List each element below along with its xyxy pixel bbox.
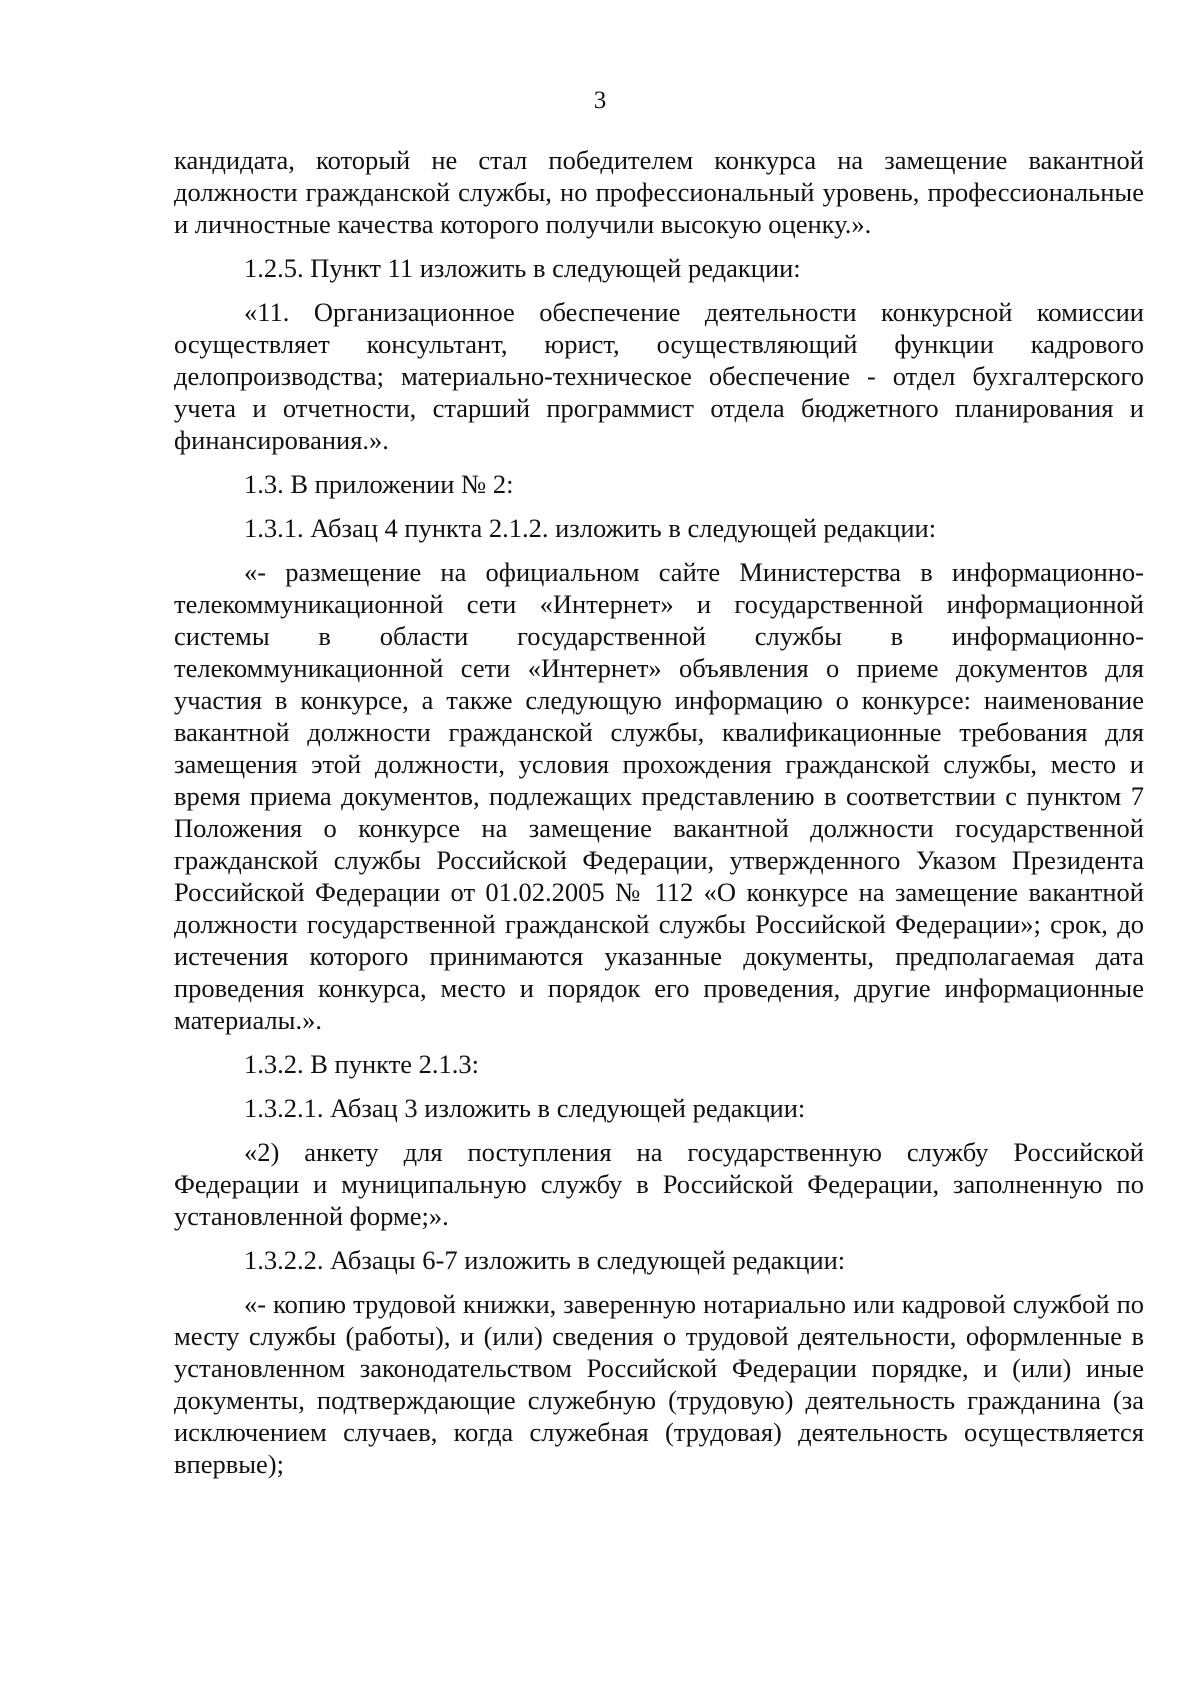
paragraph-1-3-2-2: 1.3.2.2. Абзацы 6-7 изложить в следующей редакции: [244, 1245, 846, 1275]
paragraph-item-11: «11. Организационное обеспечение деятельности конкурсной комиссии осуществляет консультант, юрист, осуществляющий функции кадрового делопроизводства; материально-техническое обеспечение - отдел бухгалтерского учета и отчетности, старший программист отдела бюджетного планирования и финансирования.». [174, 297, 1144, 455]
document-body [174, 144, 1144, 1492]
paragraph-1-2-5: 1.2.5. Пункт 11 изложить в следующей редакции: [244, 253, 801, 283]
page-number: 3 [593, 87, 607, 114]
paragraph-1-3: 1.3. В приложении № 2: [244, 469, 514, 499]
paragraph-continuation: кандидата, который не стал победителем конкурса на замещение вакантной должности гражданской службы, но профессиональный уровень, профессиональные и личностные качества которого получили высокую оценку.». [174, 145, 1144, 239]
paragraph-1-3-2-1: 1.3.2.1. Абзац 3 изложить в следующей редакции: [244, 1093, 806, 1123]
paragraph-posting-info: «- размещение на официальном сайте Министерства в информационно-телекоммуникационной сети «Интернет» и государственной информационной системы в области государственной службы в информационно-телекоммуникационной сети «Интернет» объявления о приеме документов для участия в конкурсе, а также следующую информацию о конкурсе: наименование вакантной должности гражданской службы, квалификационные требования для замещения этой должности, условия прохождения гражданской службы, место и время приема документов, подлежащих представлению в соответствии с пунктом 7 Положения о конкурсе на замещение вакантной должности государственной гражданской службы Российской Федерации, утвержденного Указом Президента Российской Федерации от 01.02.2005 № 112 «О конкурсе на замещение вакантной должности государственной гражданской службы Российской Федерации»; срок, до истечения которого принимаются указанные документы, предполагаемая дата проведения конкурса, место и порядок его проведения, другие информационные материалы.». [174, 557, 1144, 1035]
paragraph-1-3-2: 1.3.2. В пункте 2.1.3: [244, 1049, 480, 1079]
paragraph-questionnaire: «2) анкету для поступления на государственную службу Российской Федерации и муниципальную службу в Российской Федерации, заполненную по установленной форме;». [174, 1137, 1144, 1231]
paragraph-work-record: «- копию трудовой книжки, заверенную нотариально или кадровой службой по месту службы (работы), и (или) сведения о трудовой деятельности, оформленные в установленном законодательством Российской Федерации порядке, и (или) иные документы, подтверждающие служебную (трудовую) деятельность гражданина (за исключением случаев, когда служебная (трудовая) деятельность осуществляется впервые); [174, 1289, 1144, 1479]
paragraph-1-3-1: 1.3.1. Абзац 4 пункта 2.1.2. изложить в следующей редакции: [244, 513, 937, 543]
